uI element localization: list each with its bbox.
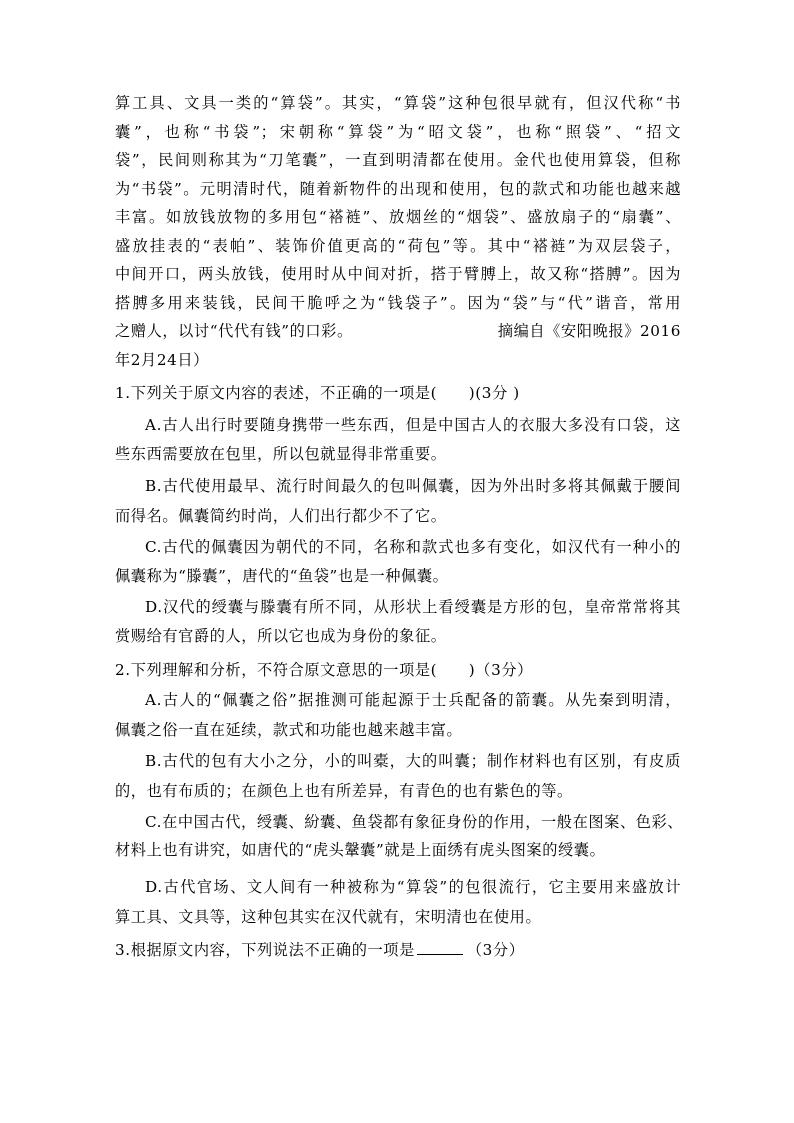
answer-blank[interactable] [417,940,463,955]
question-2-option-d: D.古代官场、文人间有一种被称为“算袋”的包很流行，它主要用来盛放计 [145,878,681,896]
question-3-points: （3分） [466,941,525,959]
source-citation: 摘编自《安阳晚报》2016 [497,322,681,340]
passage-line: 盛放挂表的“表帕”、装饰价值更高的“荷包”等。其中“褡裢”为双层袋子， [115,237,681,255]
passage-line: 为“书袋”。元明清时代，随着新物件的出现和使用，包的款式和功能也越来越 [115,180,681,198]
passage-line: 搭膊多用来装钱，民间干脆呼之为“钱袋子”。因为“袋”与“代”谐音，常用 [115,294,681,312]
question-1-option-a-cont: 些东西需要放在包里，所以包就显得非常重要。 [115,445,447,463]
question-1-option-c-cont: 佩囊称为“滕囊”，唐代的“鱼袋”也是一种佩囊。 [115,567,449,585]
passage-line: 囊”，也称“书袋”；宋朝称“算袋”为“昭文袋”，也称“照袋”、“招文 [115,123,681,141]
question-2-option-d-cont: 算工具、文具等，这种包其实在汉代就有，宋明清也在使用。 [115,908,542,926]
question-3-stem-text: 3.根据原文内容，下列说法不正确的一项是 [115,941,415,959]
question-3-stem [115,940,681,960]
source-citation-date: 年2月24日） [115,351,209,369]
question-2-option-b-cont: 的，也有布质的；在颜色上也有所差异，有青色的也有紫色的等。 [115,782,573,800]
passage-last-line [115,321,681,341]
passage-line: 中间开口，两头放钱，使用时从中间对折，搭于臂膊上，故又称“搭膊”。因为 [115,265,681,283]
passage-line: 算工具、文具一类的“算袋”。其实，“算袋”这种包很早就有，但汉代称“书 [115,94,681,112]
question-2-option-a-cont: 佩囊之俗一直在延续，款式和功能也越来越丰富。 [115,721,463,739]
passage-line: 丰富。如放钱放物的多用包“褡裢”、放烟丝的“烟袋”、盛放扇子的“扇囊”、 [115,208,681,226]
question-1-option-b-cont: 而得名。佩囊简约时尚，人们出行都少不了它。 [115,507,447,525]
question-2-stem: 2.下列理解和分析，不符合原文意思的一项是( )（3分） [115,661,533,679]
question-2-option-c: C.在中国古代，绶囊、紛囊、鱼袋都有象征身份的作用，一般在图案、色彩、 [145,813,684,831]
question-1-option-d-cont: 赏赐给有官爵的人，所以它也成为身份的象征。 [115,627,447,645]
question-2-option-a: A.古人的“佩囊之俗”据推测可能起源于士兵配备的箭囊。从先秦到明清， [145,691,681,709]
question-1-option-c: C.古代的佩囊因为朝代的不同，名称和款式也多有变化，如汉代有一种小的 [145,538,681,556]
question-1-option-d: D.汉代的绶囊与滕囊有所不同，从形状上看绶囊是方形的包，皇帝常常将其 [145,598,681,616]
passage-line: 袋”，民间则称其为“刀笔囊”，一直到明清都在使用。金代也使用算袋，但称 [115,151,681,169]
question-1-stem: 1.下列关于原文内容的表述，不正确的一项是( )(3分 ) [115,384,520,402]
question-2-option-c-cont: 材料上也有讲究，如唐代的“虎头鞶囊”就是上面绣有虎头图案的绶囊。 [115,841,606,859]
question-2-option-b: B.古代的包有大小之分，小的叫橐，大的叫囊；制作材料也有区别，有皮质 [145,752,681,770]
question-1-option-b: B.古代使用最早、流行时间最久的包叫佩囊，因为外出时多将其佩戴于腰间 [145,477,681,495]
passage-last-text: 之赠人，以讨“代代有钱”的口彩。 [115,322,353,340]
question-1-option-a: A.古人出行时要随身携带一些东西，但是中国古人的衣服大多没有口袋，这 [145,416,681,434]
